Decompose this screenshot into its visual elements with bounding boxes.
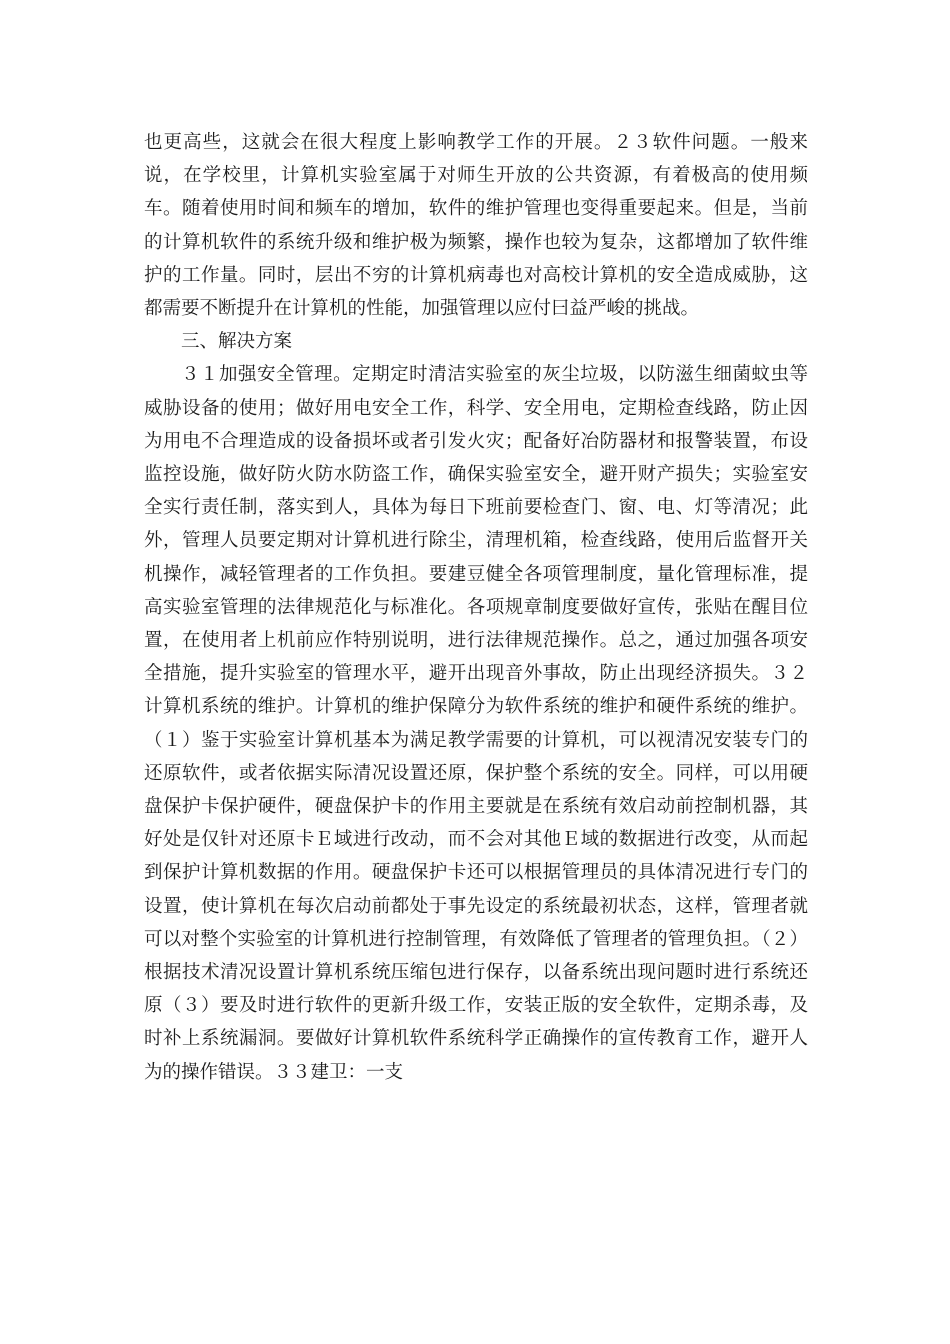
paragraph-security-management: ３１加强安全管理。定期定时清洁实验室的灰尘垃圾，以防滋生细菌蚊虫等威胁设备的使用；做好用电安全工作，科学、安全用电，定期检查线路，防止因为用电不合理造成的设备损坏或者引发火灾；配备好冶防器材和报警装置，布设监控设施，做好防火防水防盗工作，确保实验室安全，避开财产损失；实验室安全实行责任制，落实到人，具体为每日下班前要检查门、窗、电、灯等清况；此外，管理人员要定期对计算机进行除尘，清理机箱，检查线路，使用后监督开关机操作，减轻管理者的工作负担。要建豆健全各项管理制度，量化管理标准，提高实验室管理的法律规范化与标准化。各项规章制度要做好宣传，张贴在醒目位置，在使用者上机前应作特别说明，进行法律规范操作。总之，通过加强各项安全措施，提升实验室的管理水平，避开出现音外事故，防止出现经济损失。３２计算机系统的维护。计算机的维护保障分为软件系统的维护和硬件系统的维护。（１）鉴于实验室计算机基本为满足教学需要的计算机，可以视清况安装专门的还原软件，或者依据实际清况设置还原，保护整个系统的安全。同样，可以用硬盘保护卡保护硬件，硬盘保护卡的作用主要就是在系统有效启动前控制机器，其好处是仅针对还原卡Ｅ域进行改动，而不会对其他Ｅ域的数据进行改变，从而起到保护计算机数据的作用。硬盘保护卡还可以根据管理员的具体清况进行专门的设置，使计算机在每次启动前都处于事先设定的系统最初状态，这样，管理者就可以对整个实验室的计算机进行控制管理，有效降低了管理者的管理负担。（２）根据技术清况设置计算机系统压缩包进行保存，以备系统出现问题时进行系统还原（３）要及时进行软件的更新升级工作，安装正版的安全软件，定期杀毒，及时补上系统漏洞。要做好计算机软件系统科学正确操作的宣传教育工作，避开人为的操作错误。３３建卫：一支: [144, 364, 808, 1083]
section-heading-solutions: 三、解决方案: [181, 331, 293, 353]
document-body: [144, 126, 808, 1089]
paragraph-continuation: 也更高些，这就会在很大程度上影响教学工作的开展。２３软件问题。一般来说，在学校里，计算机实验室属于对师生开放的公共资源，有着极高的使用频车。随着使用时间和频车的增加，软件的维护管理也变得重要起来。但是，当前的计算机软件的系统升级和维护极为频繁，操作也较为复杂，这都增加了软件维护的工作量。同时，层出不穷的计算机病毒也对高校计算机的安全造成威胁，这都需要不断提升在计算机的性能，加强管理以应付曰益严峻的挑战。: [144, 132, 808, 320]
